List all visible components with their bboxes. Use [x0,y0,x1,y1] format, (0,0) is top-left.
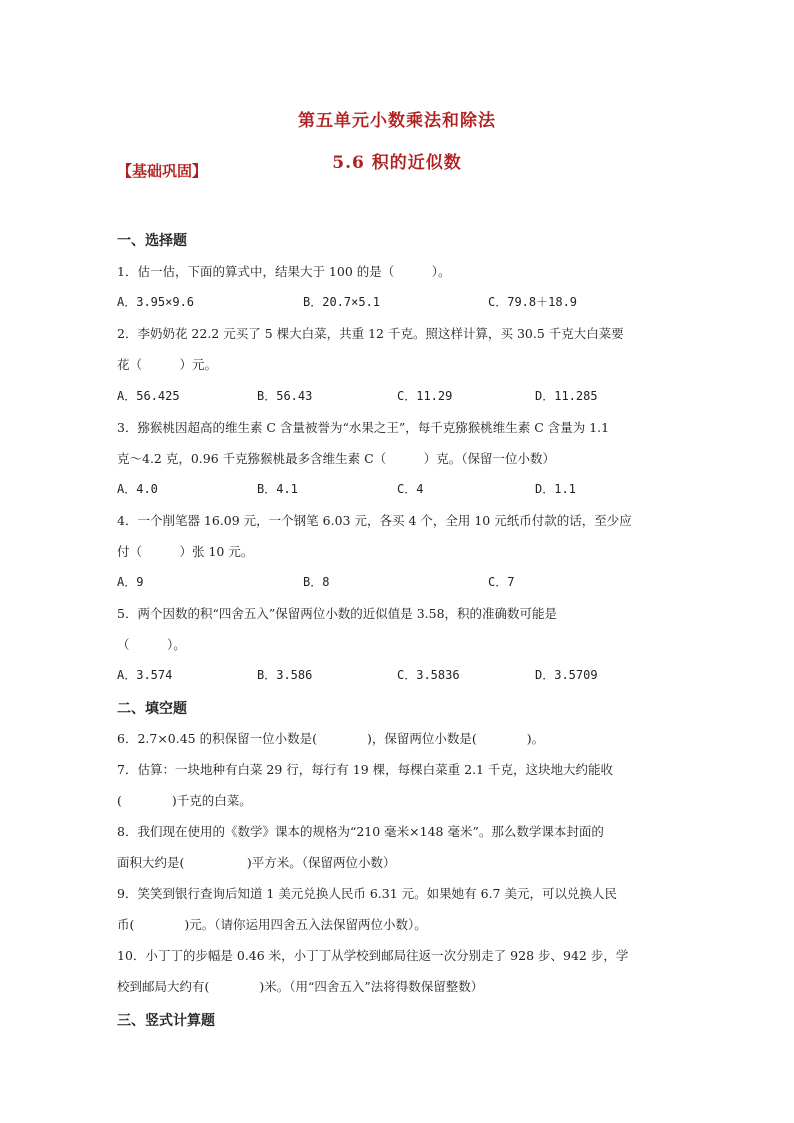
section-tag-basics: 【基础巩固】 [117,162,208,180]
question-2-line-2: 花（ ）元。 [117,357,218,372]
question-6: 6．2.7×0.45 的积保留一位小数是( )，保留两位小数是( )。 [117,731,545,746]
section-heading-choice: 一、选择题 [117,233,187,249]
q3-option-a: A．4.0 [117,482,158,496]
q3-option-d: D．1.1 [535,482,576,496]
q3-option-b: B．4.1 [257,482,298,496]
question-5-line-1: 5．两个因数的积“四舍五入”保留两位小数的近似值是 3.58，积的准确数可能是 [117,606,558,621]
lesson-title: 5.6 积的近似数 [332,153,462,173]
q3-option-c: C．4 [397,482,424,496]
question-8-line-2: 面积大约是( )平方米。（保留两位小数） [117,855,396,870]
question-8-line-1: 8．我们现在使用的《数学》课本的规格为“210 毫米×148 毫米”。那么数学课本封面的 [117,824,604,839]
question-5-line-2: （ ）。 [117,637,186,652]
unit-title: 第五单元小数乘法和除法 [298,111,496,131]
question-10-line-1: 10．小丁丁的步幅是 0.46 米，小丁丁从学校到邮局往返一次分别走了 928 步、942 步，学 [117,948,629,963]
q5-option-d: D．3.5709 [535,668,598,682]
q4-option-b: B．8 [303,575,330,589]
q5-option-b: B．3.586 [257,668,313,682]
question-9-line-2: 币( )元。（请你运用四舍五入法保留两位小数）。 [117,917,427,932]
q2-option-b: B．56.43 [257,389,313,403]
q1-option-c: C．79.8＋18.9 [488,295,578,309]
q1-option-b: B．20.7×5.1 [303,295,381,309]
question-9-line-1: 9．笑笑到银行查询后知道 1 美元兑换人民币 6.31 元。如果她有 6.7 美元，可以兑换人民 [117,886,617,901]
question-7-line-2: ( )千克的白菜。 [117,793,252,808]
question-4-line-2: 付（ ）张 10 元。 [117,544,254,559]
q5-option-a: A．3.574 [117,668,173,682]
question-1: 1．估一估，下面的算式中，结果大于 100 的是（ ）。 [117,264,451,279]
q2-option-a: A．56.425 [117,389,180,403]
q1-option-a: A．3.95×9.6 [117,295,195,309]
question-10-line-2: 校到邮局大约有( )米。（用“四舍五入”法将得数保留整数） [117,979,484,994]
question-2-line-1: 2．李奶奶花 22.2 元买了 5 棵大白菜，共重 12 千克。照这样计算，买 30.5 千克大白菜要 [117,326,624,341]
question-3-line-2: 克～4.2 克，0.96 千克猕猴桃最多含维生素 C（ ）克。（保留一位小数） [117,451,555,466]
question-7-line-1: 7．估算：一块地种有白菜 29 行，每行有 19 棵，每棵白菜重 2.1 千克，这块地大约能收 [117,762,613,777]
q4-option-a: A．9 [117,575,144,589]
question-3-line-1: 3．猕猴桃因超高的维生素 C 含量被誉为“水果之王”，每千克猕猴桃维生素 C 含量为 1.1 [117,420,610,435]
section-heading-fill: 二、填空题 [117,701,187,717]
question-4-line-1: 4．一个削笔器 16.09 元，一个钢笔 6.03 元，各买 4 个，全用 10 元纸币付款的话，至少应 [117,513,632,528]
q2-option-c: C．11.29 [397,389,453,403]
q4-option-c: C．7 [488,575,515,589]
q2-option-d: D．11.285 [535,389,598,403]
q5-option-c: C．3.5836 [397,668,460,682]
section-heading-vertical: 三、竖式计算题 [117,1013,215,1029]
